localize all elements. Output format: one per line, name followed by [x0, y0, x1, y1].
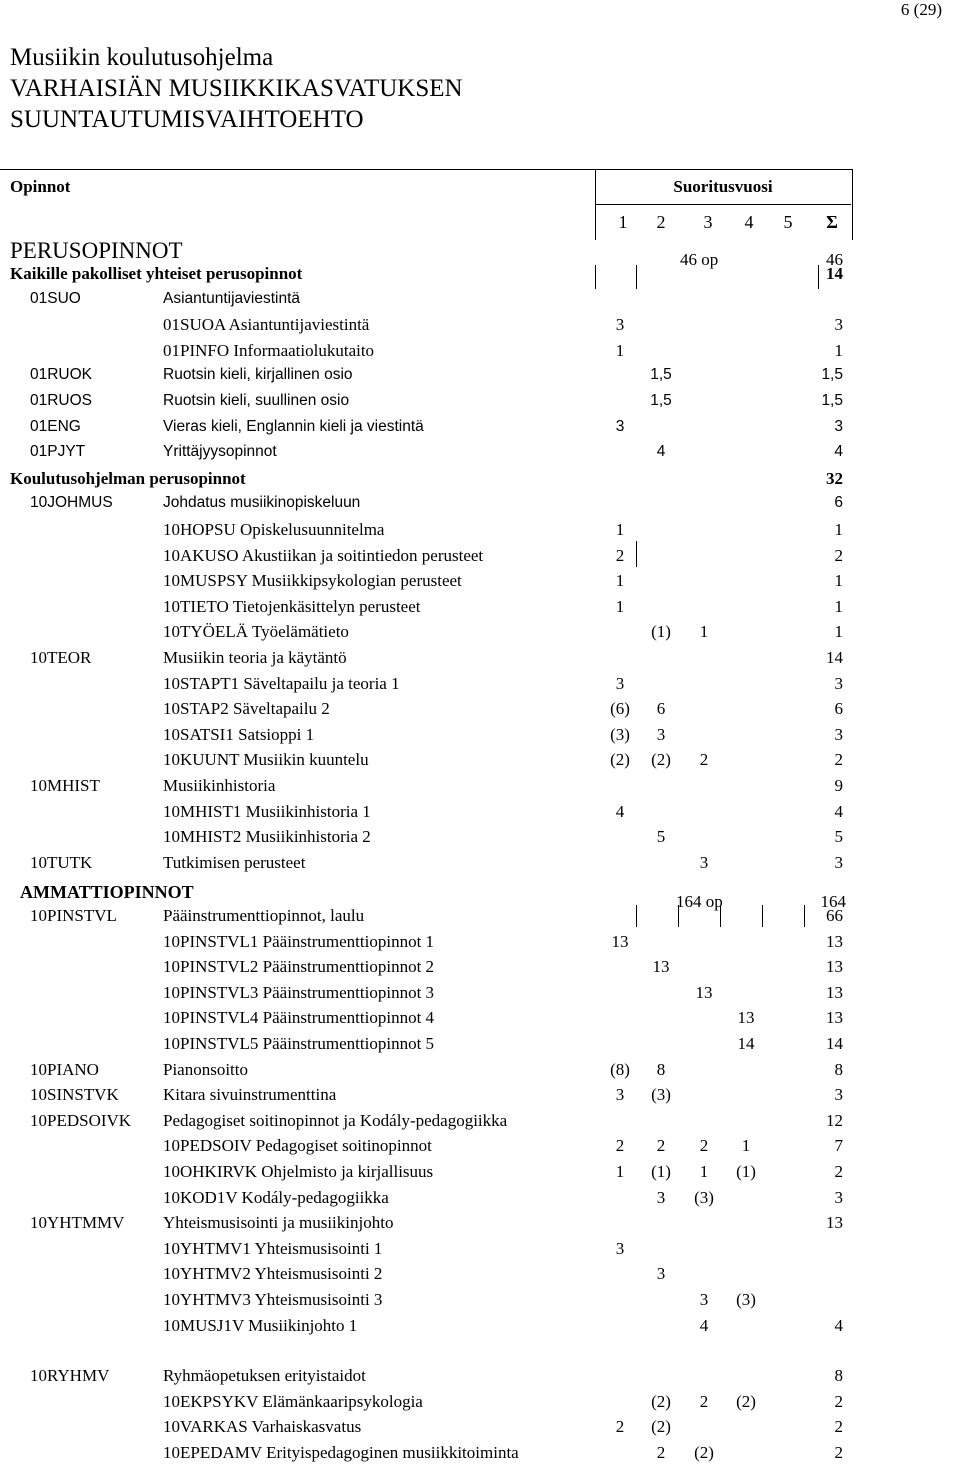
column-divider: [818, 265, 819, 289]
year-2-credits: 6: [656, 699, 666, 719]
year-3-credits: (2): [694, 1442, 714, 1462]
year-1-credits: 1: [615, 596, 625, 616]
year-1-credits: 4: [615, 801, 625, 821]
table-row: [0, 1085, 960, 1110]
year-2-credits: 8: [656, 1059, 666, 1079]
course-name: 10YHTMV1 Yhteismusisointi 1: [163, 1238, 383, 1258]
course-code: 01RUOK: [30, 366, 93, 384]
year-2-credits: 2: [656, 1442, 666, 1462]
course-name: 10MHIST2 Musiikinhistoria 2: [163, 827, 371, 847]
year-1-credits: 3: [615, 673, 625, 693]
course-name: Johdatus musiikinopiskeluun: [163, 494, 361, 512]
table-row: [0, 520, 960, 545]
course-code: 01ENG: [30, 417, 81, 435]
credits-total: 3: [834, 852, 843, 872]
table-row: [0, 315, 960, 340]
year-2-credits: (1): [651, 622, 671, 642]
year-header-sum: Σ: [826, 212, 838, 232]
year-3-credits: 2: [699, 1136, 709, 1156]
course-name: Ryhmäopetuksen erityistaidot: [163, 1366, 366, 1385]
table-row: [0, 1213, 960, 1238]
course-name: Musiikin teoria ja käytäntö: [163, 648, 347, 667]
course-code: 01SUO: [30, 289, 81, 307]
group-title: Koulutusohjelman perusopinnot: [10, 468, 246, 488]
year-3-credits: (3): [694, 1187, 714, 1207]
table-row: [0, 750, 960, 775]
table-row: [0, 827, 960, 852]
year-4-credits: (2): [736, 1391, 756, 1411]
year-1-credits: 3: [615, 417, 625, 435]
title-line-3: SUUNTAUTUMISVAIHTOEHTO: [10, 106, 364, 133]
year-header-5: 5: [783, 212, 793, 232]
credits-total: 13: [826, 931, 843, 951]
course-name: 10KOD1V Kodály-pedagogiikka: [163, 1187, 389, 1207]
credits-total: 1: [834, 520, 843, 539]
credits-total: 1: [834, 571, 843, 591]
credits-total: 4: [834, 801, 843, 821]
year-2-credits: (3): [651, 1085, 671, 1105]
course-name: 10OHKIRVK Ohjelmisto ja kirjallisuus: [163, 1162, 434, 1181]
year-1-credits: 2: [615, 1136, 625, 1156]
table-row: [0, 957, 960, 982]
course-name: 10HOPSU Opiskelusuunnitelma: [163, 520, 385, 539]
credits-total: 2: [834, 1442, 843, 1462]
column-divider: [636, 541, 637, 567]
year-2-credits: (2): [651, 1391, 671, 1411]
year-2-credits: 2: [656, 1136, 666, 1156]
year-1-credits: (2): [610, 750, 630, 770]
year-2-credits: 3: [656, 1187, 666, 1207]
column-divider: [762, 905, 763, 927]
course-name: 10PEDSOIV Pedagogiset soitinopinnot: [163, 1136, 432, 1156]
year-2-credits: 4: [656, 443, 666, 461]
year-1-credits: (6): [610, 699, 630, 719]
course-name: 10SATSI1 Satsioppi 1: [163, 724, 315, 744]
year-1-credits: 3: [615, 315, 625, 335]
section-ammattiopinnot-sum: 164: [820, 892, 846, 911]
year-1-credits: 1: [615, 340, 625, 360]
course-name: 10EKPSYKV Elämänkaaripsykologia: [163, 1391, 423, 1411]
table-row: [0, 622, 960, 647]
course-code: 10TUTK: [30, 852, 93, 872]
year-2-credits: 3: [656, 724, 666, 744]
course-name: Pääinstrumenttiopinnot, laulu: [163, 906, 365, 925]
course-code: 10JOHMUS: [30, 494, 113, 512]
course-name: 10MUSPSY Musiikkipsykologian perusteet: [163, 571, 462, 591]
course-name: Ruotsin kieli, kirjallinen osio: [163, 366, 353, 384]
year-3-credits: 1: [699, 622, 709, 642]
course-name: 10TIETO Tietojenkäsittelyn perusteet: [163, 596, 421, 616]
table-row: [0, 906, 960, 931]
credits-total: 2: [834, 545, 843, 565]
credits-total: 3: [834, 724, 843, 744]
table-row: [0, 983, 960, 1008]
course-name: 10PINSTVL5 Pääinstrumenttiopinnot 5: [163, 1034, 435, 1053]
credits-total: 1: [834, 340, 843, 360]
title-line-1: Musiikin koulutusohjelma: [10, 44, 274, 71]
suoritusvuosi-header: Suoritusvuosi: [673, 177, 773, 196]
table-row: [0, 802, 960, 827]
credits-total: 8: [834, 1059, 843, 1079]
course-name: 10STAP2 Säveltapailu 2: [163, 699, 330, 719]
year-2-credits: (2): [651, 750, 671, 770]
course-name: 10PINSTVL1 Pääinstrumenttiopinnot 1: [163, 931, 435, 951]
course-name: Yrittäjyysopinnot: [163, 443, 277, 461]
table-row: [0, 1008, 960, 1033]
credits-total: 14: [826, 1034, 843, 1053]
credits-total: 3: [834, 673, 843, 693]
course-name: 01PINFO Informaatiolukutaito: [163, 340, 375, 360]
column-divider: [636, 905, 637, 927]
credits-total: 13: [826, 1213, 843, 1233]
table-row: [0, 1366, 960, 1391]
year-4-credits: 14: [737, 1034, 755, 1053]
table-row: [0, 725, 960, 750]
table-row: [0, 1290, 960, 1315]
table-row: [0, 674, 960, 699]
table-row: [0, 1162, 960, 1187]
table-row: [0, 1188, 960, 1213]
year-2-credits: (1): [651, 1162, 671, 1181]
course-name: 10YHTMV3 Yhteismusisointi 3: [163, 1290, 383, 1309]
course-name: 10TYÖELÄ Työelämätieto: [163, 622, 349, 642]
table-row: [0, 932, 960, 957]
credits-total: 6: [834, 494, 843, 512]
credits-total: 3: [834, 417, 843, 435]
table-row: [0, 1034, 960, 1059]
table-row: [0, 290, 960, 315]
year-1-credits: (8): [610, 1059, 630, 1079]
course-code: 10PEDSOIVK: [30, 1110, 132, 1130]
credits-total: 2: [834, 1162, 843, 1181]
year-2-credits: 1,5: [650, 366, 672, 384]
credits-total: 9: [834, 776, 843, 795]
year-3-credits: 1: [699, 1162, 709, 1181]
table-row: [0, 469, 960, 494]
credits-total: 66: [826, 906, 843, 925]
credits-total: 1,5: [821, 392, 843, 409]
course-name: Vieras kieli, Englannin kieli ja viestintä: [163, 417, 424, 435]
year-3-credits: 3: [699, 1290, 709, 1309]
course-name: 10MHIST1 Musiikinhistoria 1: [163, 801, 371, 821]
year-3-credits: 2: [699, 750, 709, 770]
course-code: 10SINSTVK: [30, 1085, 119, 1105]
course-name: Asiantuntijaviestintä: [163, 289, 300, 307]
section-perusopinnot-sum: 46: [826, 250, 843, 269]
course-name: 10MUSJ1V Musiikinjohto 1: [163, 1315, 358, 1335]
credits-total: 14: [826, 648, 843, 667]
section-perusopinnot-op: 46 op: [680, 250, 719, 269]
column-divider: [804, 905, 805, 927]
credits-total: 1: [834, 596, 843, 616]
credits-total: 5: [834, 827, 843, 847]
credits-total: 12: [826, 1110, 843, 1130]
section-ammattiopinnot: AMMATTIOPINNOT: [20, 882, 194, 902]
table-row: [0, 1264, 960, 1289]
table-row: [0, 494, 960, 519]
table-row: [0, 1111, 960, 1136]
credits-total: 2: [834, 1417, 843, 1437]
title-line-2: VARHAISIÄN MUSIIKKIKASVATUKSEN: [10, 75, 463, 102]
credits-total: 7: [834, 1136, 843, 1156]
table-row: [0, 597, 960, 622]
course-name: 10PINSTVL2 Pääinstrumenttiopinnot 2: [163, 957, 435, 977]
credits-total: 32: [826, 468, 843, 488]
year-header-2: 2: [656, 212, 666, 232]
table-row: [0, 1136, 960, 1161]
course-name: Musiikinhistoria: [163, 776, 276, 795]
credits-total: 13: [826, 982, 843, 1002]
table-row: [0, 1316, 960, 1341]
table-row: [0, 1060, 960, 1085]
year-1-credits: 13: [611, 931, 629, 951]
table-row: [0, 1239, 960, 1264]
course-code: 10MHIST: [30, 776, 100, 795]
course-name: 10STAPT1 Säveltapailu ja teoria 1: [163, 673, 400, 693]
course-name: Kitara sivuinstrumenttina: [163, 1085, 337, 1105]
year-3-credits: 4: [699, 1315, 709, 1335]
credits-total: 3: [834, 315, 843, 335]
course-code: 10PINSTVL: [30, 906, 117, 925]
year-4-credits: (1): [736, 1162, 756, 1181]
page-title: [10, 42, 463, 135]
table-row: [0, 392, 960, 417]
table-row: [0, 699, 960, 724]
credits-total: 4: [834, 443, 843, 461]
course-code: 10TEOR: [30, 648, 92, 667]
table-row: [0, 776, 960, 801]
table-row: [0, 443, 960, 468]
table-row: [0, 571, 960, 596]
course-code: 01RUOS: [30, 392, 93, 409]
year-1-credits: 2: [615, 1417, 625, 1437]
year-3-credits: 2: [699, 1391, 709, 1411]
year-header-3: 3: [703, 212, 713, 232]
course-code: 10RYHMV: [30, 1366, 110, 1385]
credits-total: 3: [834, 1085, 843, 1105]
year-1-credits: (3): [610, 724, 630, 744]
table-row: [0, 418, 960, 443]
year-2-credits: 1,5: [650, 392, 672, 409]
column-divider: [636, 265, 637, 289]
year-2-credits: 13: [652, 957, 670, 977]
table-row: [0, 1417, 960, 1442]
year-2-credits: (2): [651, 1417, 671, 1437]
course-name: 10VARKAS Varhaiskasvatus: [163, 1417, 362, 1437]
group-title: Kaikille pakolliset yhteiset perusopinnot: [10, 264, 303, 283]
table-row: [0, 366, 960, 391]
table-row: [0, 1392, 960, 1417]
course-name: Pedagogiset soitinopinnot ja Kodály-pedagogiikka: [163, 1110, 508, 1130]
year-1-credits: 2: [615, 545, 625, 565]
course-name: 10EPEDAMV Erityispedagoginen musiikkitoiminta: [163, 1442, 519, 1462]
table-row: [0, 546, 960, 571]
year-3-credits: 3: [699, 852, 709, 872]
course-code: 01PJYT: [30, 443, 86, 461]
year-2-credits: 3: [656, 1264, 666, 1284]
section-perusopinnot: PERUSOPINNOT: [10, 238, 183, 263]
course-name: 10YHTMV2 Yhteismusisointi 2: [163, 1264, 383, 1284]
course-name: 01SUOA Asiantuntijaviestintä: [163, 315, 370, 335]
page-number: 6 (29): [900, 0, 942, 19]
credits-total: 1: [834, 622, 843, 642]
year-1-credits: 3: [615, 1238, 625, 1258]
credits-total: 2: [834, 1391, 843, 1411]
column-divider: [595, 265, 596, 289]
table-row: [0, 264, 960, 289]
table-row: [0, 1443, 960, 1468]
course-code: 10YHTMMV: [30, 1213, 125, 1233]
course-name: Pianonsoitto: [163, 1059, 249, 1079]
year-header-1: 1: [618, 212, 628, 232]
course-name: 10PINSTVL4 Pääinstrumenttiopinnot 4: [163, 1008, 435, 1028]
course-name: 10KUUNT Musiikin kuuntelu: [163, 750, 369, 770]
credits-total: 4: [834, 1315, 843, 1335]
table-row: [0, 341, 960, 366]
course-code: 10PIANO: [30, 1059, 99, 1079]
opinnot-header: Opinnot: [10, 177, 71, 196]
credits-total: 6: [834, 699, 843, 719]
section-ammattiopinnot-op: 164 op: [676, 892, 723, 911]
credits-total: 14: [826, 264, 843, 283]
course-name: 10PINSTVL3 Pääinstrumenttiopinnot 3: [163, 982, 435, 1002]
year-header-divider: [595, 204, 851, 205]
course-name: Ruotsin kieli, suullinen osio: [163, 392, 350, 409]
column-divider: [678, 905, 679, 927]
credits-total: 13: [826, 1008, 843, 1028]
course-name: 10AKUSO Akustiikan ja soitintiedon perusteet: [163, 545, 484, 565]
year-1-credits: 1: [615, 1162, 625, 1181]
year-3-credits: 13: [695, 982, 713, 1002]
year-header-4: 4: [744, 212, 754, 232]
credits-total: 8: [834, 1366, 843, 1385]
year-1-credits: 3: [615, 1085, 625, 1105]
course-name: Yhteismusisointi ja musiikinjohto: [163, 1213, 394, 1233]
credits-total: 1,5: [821, 366, 843, 384]
year-2-credits: 5: [656, 827, 666, 847]
credits-total: 3: [834, 1187, 843, 1207]
credits-total: 2: [834, 750, 843, 770]
year-1-credits: 1: [615, 571, 625, 591]
column-divider: [720, 905, 721, 927]
year-4-credits: 13: [737, 1008, 755, 1028]
table-row: [0, 853, 960, 878]
credits-total: 13: [826, 957, 843, 977]
table-row: [0, 648, 960, 673]
year-1-credits: 1: [615, 520, 625, 539]
year-4-credits: 1: [741, 1136, 751, 1156]
year-4-credits: (3): [736, 1290, 756, 1309]
course-name: Tutkimisen perusteet: [163, 852, 306, 872]
